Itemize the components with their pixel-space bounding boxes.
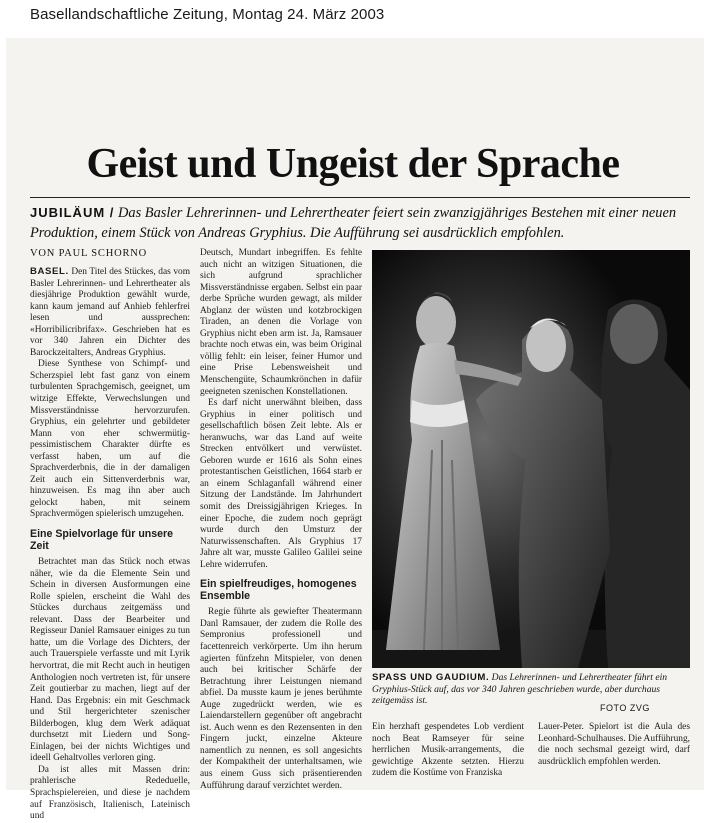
subheading: Eine Spielvorlage für unsere Zeit <box>30 528 174 553</box>
paragraph: Betrachtet man das Stück noch etwas näher, wie da die Elemente Sein und Schein in diversen Ausformungen eine Rolle spielen, erscheint die Wahl des Stückes durchaus zeitgemäss und relevant. Dass der Bearbeiter und Regisseur Daniel Ramsauer einiges zu tun hatte, um die Vorlage des Dichters, der auch Trauerspiele verfasste und mit Lyrik hervortrat, die mit Recht auch in heutigen Anthologien noch vertreten ist, für unsere Zeit goutierbar zu machen, liegt auf der Hand. Das Ergebnis: ein mit Geschmack und Stil hergerichteter szenischer Bilderbogen, klug dem Werk adäquat durchsetzt mit Liedern und Song-Einlagen, bei der nichts Wichtiges und ideell Gehaltvolles verloren ging. <box>30 557 190 764</box>
lead-kicker: JUBILÄUM / <box>30 205 115 220</box>
caption-text: Das Lehrerinnen- und Lehrertheater führt ein Gryphius-Stück auf, das vor 340 Jahren geschrieben wurde, aber durchaus zeitgemäss ist. <box>372 672 668 707</box>
stage-scene-image <box>372 250 690 668</box>
caption-title: SPASS UND GAUDIUM. <box>372 672 490 683</box>
lead-text: Das Basler Lehrerinnen- und Lehrertheater feiert sein zwanzigjähriges Bestehen mit einer neuen Produktion, einem Stück von Andreas Gryphius. Die Aufführung sei ausdrücklich empfohlen. <box>30 205 677 241</box>
paragraph: Da ist alles mit Massen drin: prahlerische Rededuelle, Sprachspielereien, und diese je nachdem auf Französisch, Italienisch, Lateinisch und <box>30 764 190 822</box>
paragraph: Es darf nicht unerwähnt bleiben, dass Gryphius in einer politisch und gesellschaftlich bösen Zeit lebte. Als er heranwuchs, war das Land auf weite Strecken entvölkert und verwüstet. Geboren wurde er 1616 als Sohn eines protestantischen Geistlichen, 1664 starb er an einem Schlaganfall während einer Sitzung der Landstände. Im Jahrhundert somit des Dreissigjährigen Krieges. In einer Epoche, die zudem noch geprägt wurde durch den Umsturz der Naturwissenschaften. Als Gryphius 17 Jahre alt war, musste Galileo Galilei seine Lehre widerrufen. <box>200 398 362 570</box>
article-column-3 <box>372 722 524 784</box>
dateline: BASEL. <box>30 266 69 277</box>
headline-rule <box>30 197 690 198</box>
byline: VON PAUL SCHORNO <box>30 248 148 259</box>
paragraph: Lauer-Peter. Spielort ist die Aula des Leonhard-Schulhauses. Die Aufführung, die noch sechsmal gezeigt wird, darf ausdrücklich empfohlen werden. <box>538 722 690 767</box>
paragraph: Diese Synthese von Schimpf- und Scherzspiel lebt fast ganz von einem turbulenten Sprachgemisch, geeignet, um witzige Effekte, Verwechslungen und Missverständnisse hervorzurufen. Gryphius, ein gelehrter und gebildeter Mann von eher schwermütig-pessimistischem Charakter dürfte es verfasst haben, um auf die Sprachverderbnis, die in der damaligen Zeit auch ein Sittenverderbnis war, hinzuweisen. Es mag ihn aber auch gelockt haben, mit seinem Sprachvermögen spielerisch umzugehen. <box>30 359 190 520</box>
newspaper-source-line: Basellandschaftliche Zeitung, Montag 24. März 2003 <box>30 6 385 23</box>
article-photo <box>372 250 690 668</box>
paragraph-text: Den Titel des Stückes, das vom Basler Lehrerinnen- und Lehrertheater als diesjährige Produktion gewählt wurde, kann kaum jemand auf Anhieb fehlerfrei lesen und aussprechen: «Horribilicribrifax». Geschrieben hat es vor 340 Jahren ein Dichter des Barockzeitalters, Andreas Gryphius. <box>30 267 191 358</box>
paragraph: Deutsch, Mundart inbegriffen. Es fehlte auch nicht an witzigen Situationen, die sich aufgrund sprachlicher Missverständnisse ergaben. Selbst ein paar derbe Sprüche wurden gewagt, als milder Abglanz der wüsten und kotzbrockigen Tiraden, an denen die Vorlage von Gryphius nicht eben arm ist. Ja, Ramsauer brachte noch etwas ein, was beim Original völlig fehlt: ein leiser, feiner Humor und eine Prise Lebensweisheit und Menschengüte, Schaumkrönchen in dafür geeigneten szenischen Konstellationen. <box>200 248 362 397</box>
article-column-1 <box>30 266 191 822</box>
article-column-4 <box>538 722 690 784</box>
paragraph <box>30 266 190 359</box>
article-column-2 <box>200 248 362 791</box>
photo-caption <box>372 672 690 707</box>
article-lead <box>30 203 690 243</box>
photo-credit: FOTO ZVG <box>600 703 650 713</box>
paragraph: Regie führte als gewiefter Theatermann Danl Ramsauer, der zudem die Rolle des Sempronius professionell und facettenreich verkörperte. Um ihn herum agierten fünfzehn Mitspieler, von denen auch bei kritischer Schärfe der Betrachtung ihrer Leistungen niemand abfiel. Da musste kaum je jenes berühmte Auge zugedrückt werden, wie es Laiendarstellern gegenüber oft angebracht ist. Auch wenn es den Rezensenten in den Fingern juckt, einzelne Akteure namentlich zu nennen, es soll angesichts der Kompaktheit der unterhaltsamen, wie aus einem Guss sich präsentierenden Aufführung darauf verzichtet werden. <box>200 607 362 791</box>
paragraph: Ein herzhaft gespendetes Lob verdient noch Beat Ramseyer für seine herrlichen Musik-arrangements, die gewichtige Akzente setzten. Hierzu zudem die Kostüme von Franziska <box>372 722 524 779</box>
subheading: Ein spielfreudiges, homogenes Ensemble <box>200 578 357 603</box>
article-headline: Geist und Ungeist der Sprache <box>86 141 620 187</box>
